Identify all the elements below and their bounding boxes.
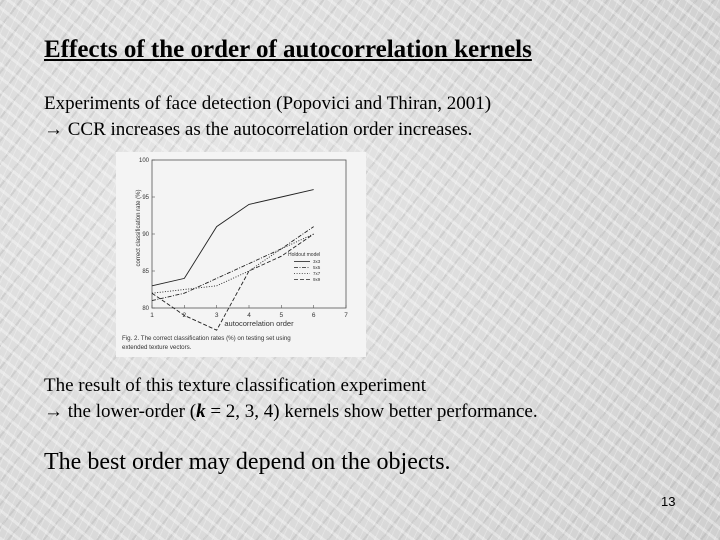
legend-title: Holdout model [288,252,321,258]
intro-line-2: → CCR increases as the autocorrelation order increases. [44,119,473,140]
intro-text [44,91,491,143]
figure-caption-line-1: Fig. 2. The correct classification rates (%) on testing set using [122,335,291,342]
result-text [44,373,538,425]
x-tick-label: 2 [182,312,187,319]
page-number: 13 [661,494,676,509]
y-tick-label: 80 [142,306,149,312]
y-tick-label: 100 [138,158,149,164]
legend-label-9x9: 9x9 [313,277,321,282]
x-tick-label: 5 [279,312,284,319]
y-tick-label: 85 [142,269,149,275]
figure-chart [116,152,366,357]
chart-ticks [139,158,348,319]
legend-label-3x3: 3x3 [313,259,321,264]
result-line-2 [44,399,538,425]
x-tick-label: 4 [247,312,251,319]
y-tick-label: 95 [142,195,149,201]
x-axis-label: autocorrelation order [224,319,294,328]
x-tick-label: 1 [150,312,154,319]
result-line-1: The result of this texture classification experiment [44,375,426,396]
y-tick-label: 90 [142,232,149,238]
intro-line-1: Experiments of face detection (Popovici and Thiran, 2001) [44,93,492,114]
x-tick-label: 3 [214,312,219,319]
x-tick-label: 7 [344,312,348,319]
x-tick-label: 6 [311,312,316,319]
chart-legend [288,252,321,282]
result-line-2-variable: k [196,401,206,422]
series-line-9x9 [152,234,314,330]
series-line-5x5 [152,227,314,301]
result-line-2-prefix: → the lower-order ( [44,401,197,422]
chart-axes [152,160,346,308]
chart-svg [116,152,366,357]
legend-label-7x7: 7x7 [313,271,321,276]
slide-title: Effects of the order of autocorrelation kernels [44,36,532,63]
conclusion-text: The best order may depend on the objects. [44,449,451,475]
legend-label-5x5: 5x5 [313,265,321,270]
figure-caption-line-2: extended texture vectors. [122,344,192,351]
result-line-2-suffix: = 2, 3, 4) kernels show better performance. [205,401,538,422]
y-axis-label: correct classification rate (%) [136,189,142,267]
plot-frame [152,160,346,308]
chart-series [152,190,314,331]
